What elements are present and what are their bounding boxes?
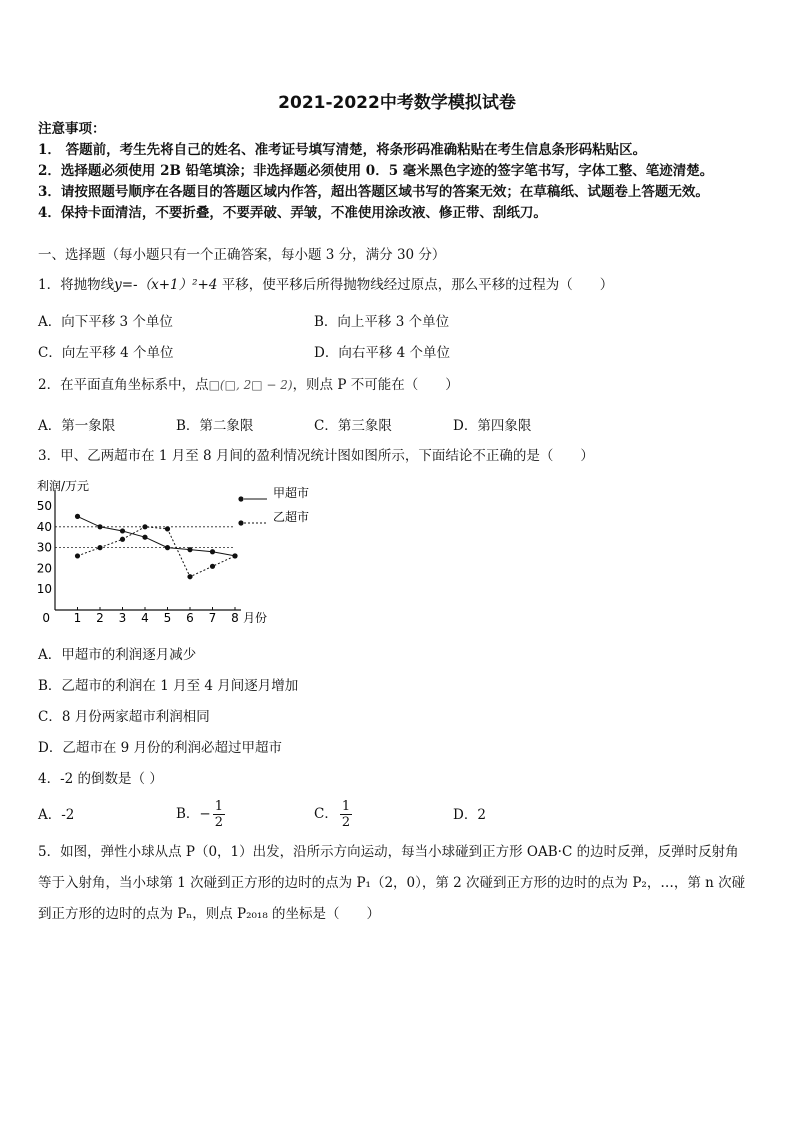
question-3-stem: 3．甲、乙两超市在 1 月至 8 月间的盈利情况统计图如图所示，下面结论不正确的是（ ） [38, 448, 594, 464]
y-tick-label: 40 [36, 519, 52, 534]
q4-option-c-label: C． [314, 806, 338, 822]
q4-option-b-label: B．− [176, 806, 211, 822]
x-tick-label: 4 [141, 611, 149, 625]
series-1-point [97, 524, 102, 529]
origin-label: 0 [42, 611, 50, 625]
q1-option-d: D．向右平移 4 个单位 [314, 345, 450, 361]
series-1-point [120, 528, 125, 533]
y-axis-label: 利润/万元 [37, 479, 90, 493]
page-title: 2021-2022中考数学模拟试卷 [278, 93, 516, 113]
q1-option-c: C．向左平移 4 个单位 [38, 345, 174, 361]
series-2-point [165, 526, 170, 531]
y-tick-label: 50 [36, 499, 52, 513]
x-tick-label: 6 [186, 611, 194, 625]
q4-option-c [314, 796, 354, 832]
q4-option-a: A．-2 [38, 807, 75, 823]
series-1-point [210, 549, 215, 554]
legend-label-2: 乙超市 [273, 510, 310, 524]
section-heading: 一、选择题（每小题只有一个正确答案，每小题 3 分，满分 30 分） [38, 247, 446, 263]
q1-option-b: B．向上平移 3 个单位 [314, 314, 450, 330]
question-4-stem: 4．-2 的倒数是（ ） [38, 771, 163, 787]
legend-marker-2 [238, 520, 243, 525]
series-2-point [142, 524, 147, 529]
question-5-line-3: 到正方形的边时的点为 Pₙ，则点 P₂₀₁₈ 的坐标是（ ） [38, 906, 381, 922]
series-1-point [142, 535, 147, 540]
question-5-line-1: 5．如图，弹性小球从点 P（0，1）出发，沿所示方向运动，每当小球碰到正方形 OAB·C 的边时反弹，反弹时反射角 [38, 844, 739, 860]
x-tick-label: 7 [208, 611, 217, 625]
notice-item-1: 1． 答题前，考生先将自己的姓名、准考证号填写清楚，将条形码准确粘贴在考生信息条形码粘贴区。 [38, 142, 647, 158]
q2-option-c: C．第三象限 [314, 418, 392, 434]
q4-option-c-fraction [340, 799, 352, 830]
series-1-point [75, 514, 80, 519]
question-2-stem [38, 376, 459, 394]
q2-suffix: ，则点 P 不可能在（ ） [292, 377, 459, 393]
q2-option-a: A．第一象限 [38, 418, 116, 434]
y-tick-label: 20 [36, 561, 52, 576]
x-tick-label: 5 [163, 611, 172, 625]
series-2-point [120, 537, 125, 542]
q3-option-d: D．乙超市在 9 月份的利润必超过甲超市 [38, 740, 282, 756]
fraction-denominator: 2 [214, 815, 224, 830]
q4-option-b [176, 796, 227, 832]
series-2-point [97, 545, 102, 550]
notice-item-3: 3．请按照题号顺序在各题目的答题区域内作答，超出答题区域书写的答案无效；在草稿纸、试题卷上答题无效。 [38, 184, 709, 200]
fraction-numerator: 1 [214, 799, 224, 814]
notice-heading: 注意事项： [38, 121, 106, 137]
q2-option-b: B．第二象限 [176, 418, 254, 434]
x-tick-label: 1 [73, 611, 82, 625]
fraction-denominator: 2 [341, 815, 351, 830]
series-1-point [187, 547, 192, 552]
q2-option-d: D．第四象限 [453, 418, 532, 434]
q4-option-d: D．2 [453, 807, 486, 823]
fraction-numerator: 1 [341, 799, 351, 814]
question-1-stem [38, 276, 613, 294]
q4-option-b-fraction [213, 799, 225, 830]
y-tick-label: 30 [36, 540, 52, 555]
y-tick-label: 10 [36, 582, 52, 597]
q3-option-c: C．8 月份两家超市利润相同 [38, 709, 210, 725]
q2-prefix: 2．在平面直角坐标系中，点 [38, 377, 209, 393]
series-1-point [165, 545, 170, 550]
series-2-point [75, 553, 80, 558]
legend-label-1: 甲超市 [273, 486, 310, 500]
chart-axes [37, 478, 267, 625]
q3-option-a: A．甲超市的利润逐月减少 [38, 647, 197, 663]
question-5-line-2: 等于入射角，当小球第 1 次碰到正方形的边时的点为 P₁（2，0），第 2 次碰到正方形的边时的点为 P₂，…，第 n 次碰 [38, 875, 746, 891]
x-tick-label: 3 [118, 611, 127, 625]
legend-marker-1 [238, 496, 243, 501]
series-2-point [187, 574, 192, 579]
q1-prefix: 1．将抛物线 [38, 277, 115, 293]
profit-line-chart [30, 474, 340, 634]
series-2-point [232, 553, 237, 558]
x-axis-label: 月份 [243, 611, 268, 625]
q2-formula: □(□, 2□ − 2) [208, 378, 293, 392]
q1-suffix: 平移，使平移后所得抛物线经过原点，那么平移的过程为（ ） [217, 277, 614, 293]
chart-legend [238, 485, 309, 526]
notice-item-4: 4．保持卡面清洁，不要折叠，不要弄破、弄皱，不准使用涂改液、修正带、刮纸刀。 [38, 205, 547, 221]
series-2-point [210, 564, 215, 569]
x-tick-label: 2 [96, 611, 104, 625]
q1-formula: y=-（x+1）²+4 [114, 277, 218, 293]
x-tick-label: 8 [231, 611, 239, 625]
q3-option-b: B．乙超市的利润在 1 月至 4 月间逐月增加 [38, 678, 299, 694]
q1-option-a: A．向下平移 3 个单位 [38, 314, 173, 330]
notice-item-2: 2．选择题必须使用 2B 铅笔填涂；非选择题必须使用 0．5 毫米黑色字迹的签字笔书写，字体工整、笔迹清楚。 [38, 163, 714, 179]
chart-series [75, 514, 238, 580]
